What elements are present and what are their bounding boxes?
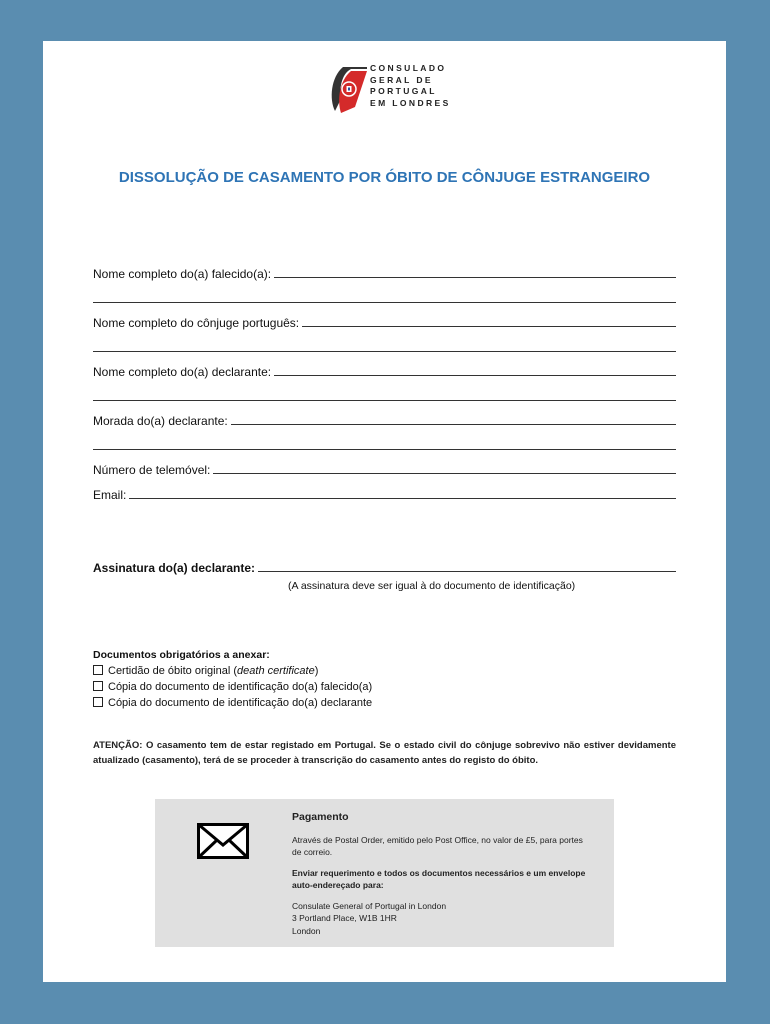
address-line-3: London xyxy=(292,925,321,936)
required-documents xyxy=(93,647,372,711)
signature-label: Assinatura do(a) declarante: xyxy=(93,561,256,575)
consulate-logo xyxy=(329,63,469,119)
payment-heading: Pagamento xyxy=(292,811,349,823)
address-label: Morada do(a) declarante: xyxy=(93,414,228,428)
phone-label: Número de telemóvel: xyxy=(93,463,211,477)
address-field[interactable] xyxy=(93,412,676,428)
checkbox-icon[interactable] xyxy=(93,665,103,675)
spouse-name-extra-line[interactable] xyxy=(93,351,676,352)
form-page xyxy=(43,41,726,982)
declarant-name-label: Nome completo do(a) declarante: xyxy=(93,365,272,379)
logo-line-4: EM LONDRES xyxy=(370,97,451,108)
declarant-name-line[interactable] xyxy=(274,374,676,376)
logo-line-3: PORTUGAL xyxy=(370,86,437,96)
deceased-name-line[interactable] xyxy=(274,276,676,278)
declarant-name-field[interactable] xyxy=(93,363,676,379)
envelope-icon xyxy=(197,823,249,859)
doc-item-1-close: ) xyxy=(314,665,319,677)
email-field[interactable] xyxy=(93,486,676,502)
doc-item-1-italic: death certificate xyxy=(237,665,315,677)
spouse-name-field[interactable] xyxy=(93,314,676,330)
phone-line[interactable] xyxy=(213,472,676,474)
documents-heading: Documentos obrigatórios a anexar: xyxy=(93,649,270,661)
doc-item-3-text: Cópia do documento de identificação do(a) declarante xyxy=(108,697,373,709)
doc-item-2-text: Cópia do documento de identificação do(a) falecido(a) xyxy=(108,681,373,693)
page-title: DISSOLUÇÃO DE CASAMENTO POR ÓBITO DE CÔNJUGE ESTRANGEIRO xyxy=(118,169,651,186)
deceased-name-extra-line[interactable] xyxy=(93,302,676,303)
document-item-deceased-id xyxy=(93,679,372,695)
checkbox-icon[interactable] xyxy=(93,681,103,691)
signature-note: (A assinatura deve ser igual à do documento de identificação) xyxy=(288,580,576,592)
doc-item-1-text: Certidão de óbito original ( xyxy=(108,665,238,677)
address-line-1: Consulate General of Portugal in London xyxy=(292,900,447,911)
spouse-name-label: Nome completo do cônjuge português: xyxy=(93,316,300,330)
logo-line-2: GERAL DE xyxy=(370,74,433,85)
phone-field[interactable] xyxy=(93,461,676,477)
email-line[interactable] xyxy=(129,497,676,499)
declarant-name-extra-line[interactable] xyxy=(93,400,676,401)
checkbox-icon[interactable] xyxy=(93,697,103,707)
address-extra-line[interactable] xyxy=(93,449,676,450)
signature-field[interactable] xyxy=(93,559,676,575)
payment-text xyxy=(292,811,592,937)
address-line-2: 3 Portland Place, W1B 1HR xyxy=(292,913,397,923)
logo-line-1: CONSULADO xyxy=(370,63,447,73)
email-label: Email: xyxy=(93,488,127,502)
payment-method: Através de Postal Order, emitido pelo Post Office, no valor de £5, para portes de correio. xyxy=(292,834,583,857)
logo-text xyxy=(370,63,451,109)
document-item-declarant-id xyxy=(93,695,372,711)
deceased-name-field[interactable] xyxy=(93,265,676,281)
deceased-name-label: Nome completo do(a) falecido(a): xyxy=(93,267,272,281)
address-line[interactable] xyxy=(231,423,676,425)
attention-notice: ATENÇÃO: O casamento tem de estar registado em Portugal. Se o estado civil do cônjuge sobrevivo não estiver devidamente atualizado (casamento), terá de se proceder à transcrição do casamento antes do registo do óbito. xyxy=(93,740,676,766)
portugal-emblem-icon xyxy=(329,63,369,115)
send-instructions: Enviar requerimento e todos os documentos necessários e um envelope auto-endereçado para: xyxy=(292,867,586,890)
document-item-death-certificate xyxy=(93,663,372,679)
payment-box xyxy=(155,799,614,947)
signature-line[interactable] xyxy=(258,570,676,572)
spouse-name-line[interactable] xyxy=(302,325,676,327)
